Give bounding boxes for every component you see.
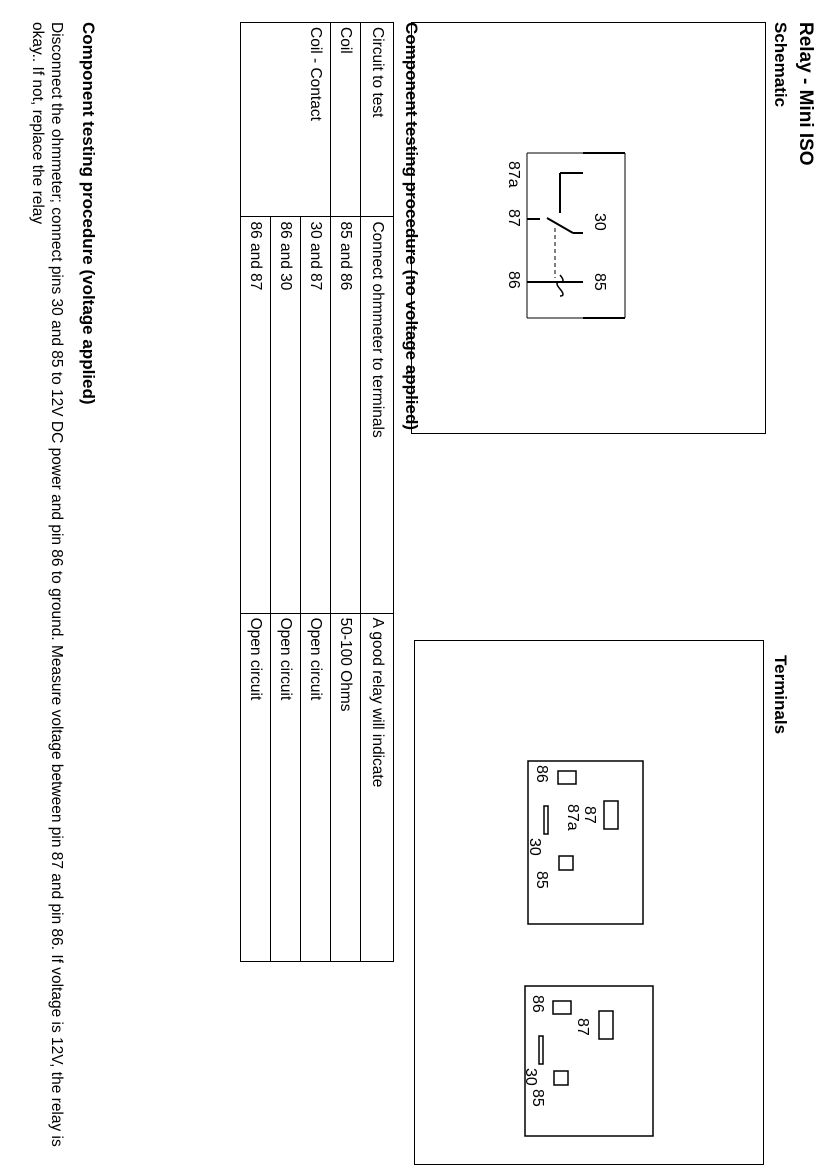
- row-circuit: Coil - Contact: [301, 23, 331, 217]
- test-table: [240, 22, 394, 962]
- terminal-b-86-label: 86: [529, 995, 546, 1013]
- coil-symbol: [557, 275, 563, 296]
- pin-30-label: 30: [591, 213, 608, 231]
- terminal-b-87-label: 87: [574, 1018, 591, 1036]
- pin-86-blade: [558, 771, 576, 784]
- pin-86-blade-b: [553, 1001, 571, 1014]
- pin-87-blade: [604, 801, 618, 829]
- switch-blade: [547, 218, 573, 233]
- table-row: [331, 23, 361, 962]
- row-terminals: 86 and 87: [241, 217, 271, 613]
- header-result: A good relay will indicate: [361, 613, 394, 961]
- pin-85-blade: [559, 856, 573, 870]
- terminal-a-85-label: 85: [533, 871, 550, 889]
- table-row: [271, 23, 301, 962]
- pin-86-label: 86: [505, 271, 522, 289]
- terminal-b-85-label: 85: [529, 1089, 546, 1107]
- terminal-a-86-label: 86: [533, 765, 550, 783]
- terminals-heading: Terminals: [771, 655, 790, 735]
- row-terminals: 30 and 87: [301, 217, 331, 613]
- row-result: Open circuit: [241, 613, 271, 961]
- terminal-a-30-label: 30: [526, 838, 543, 856]
- row-result: Open circuit: [271, 613, 301, 961]
- schematic-box: [411, 22, 766, 434]
- header-terminals: Connect ohmmeter to terminals: [361, 217, 394, 613]
- relay-schematic-diagram: [410, 23, 765, 435]
- pin-30-blade: [544, 806, 548, 834]
- row-circuit: Coil: [331, 23, 361, 217]
- pin-30-blade-b: [539, 1036, 543, 1064]
- row-terminals: 86 and 30: [271, 217, 301, 613]
- page-title: Relay - Mini ISO: [795, 22, 816, 166]
- pin-87a-label: 87a: [505, 161, 522, 188]
- terminals-box: [414, 640, 764, 1165]
- no-voltage-heading: Component testing procedure (no voltage applied): [402, 22, 421, 431]
- table-header-row: [361, 23, 394, 962]
- terminal-layout-b: [522, 986, 653, 1136]
- pin-87-label: 87: [505, 209, 522, 227]
- schematic-heading: Schematic: [771, 22, 790, 108]
- terminal-a-87-label: 87: [581, 806, 598, 824]
- row-result: 50-100 Ohms: [331, 613, 361, 961]
- terminal-b-30-label: 30: [522, 1068, 539, 1086]
- table-row: [241, 23, 271, 962]
- row-terminals: 85 and 86: [331, 217, 361, 613]
- terminal-a-87a-label: 87a: [564, 804, 581, 831]
- pin-85-label: 85: [591, 273, 608, 291]
- pin-87-blade-b: [599, 1011, 613, 1039]
- table-row: [301, 23, 331, 962]
- row-circuit: [271, 23, 301, 217]
- header-circuit: Circuit to test: [361, 23, 394, 217]
- voltage-heading: Component testing procedure (voltage applied): [79, 22, 98, 405]
- row-circuit: [241, 23, 271, 217]
- row-result: Open circuit: [301, 613, 331, 961]
- pin-85-blade-b: [554, 1071, 568, 1085]
- terminal-layout-a: [526, 761, 643, 924]
- voltage-procedure-text: Disconnect the ohmmeter; connect pins 30 and 85 to 12V DC power and pin 86 to ground. Measure voltage between pin 87 and pin 86. If voltage is 12V, the relay is okay.. If not, replace the relay: [29, 22, 65, 1147]
